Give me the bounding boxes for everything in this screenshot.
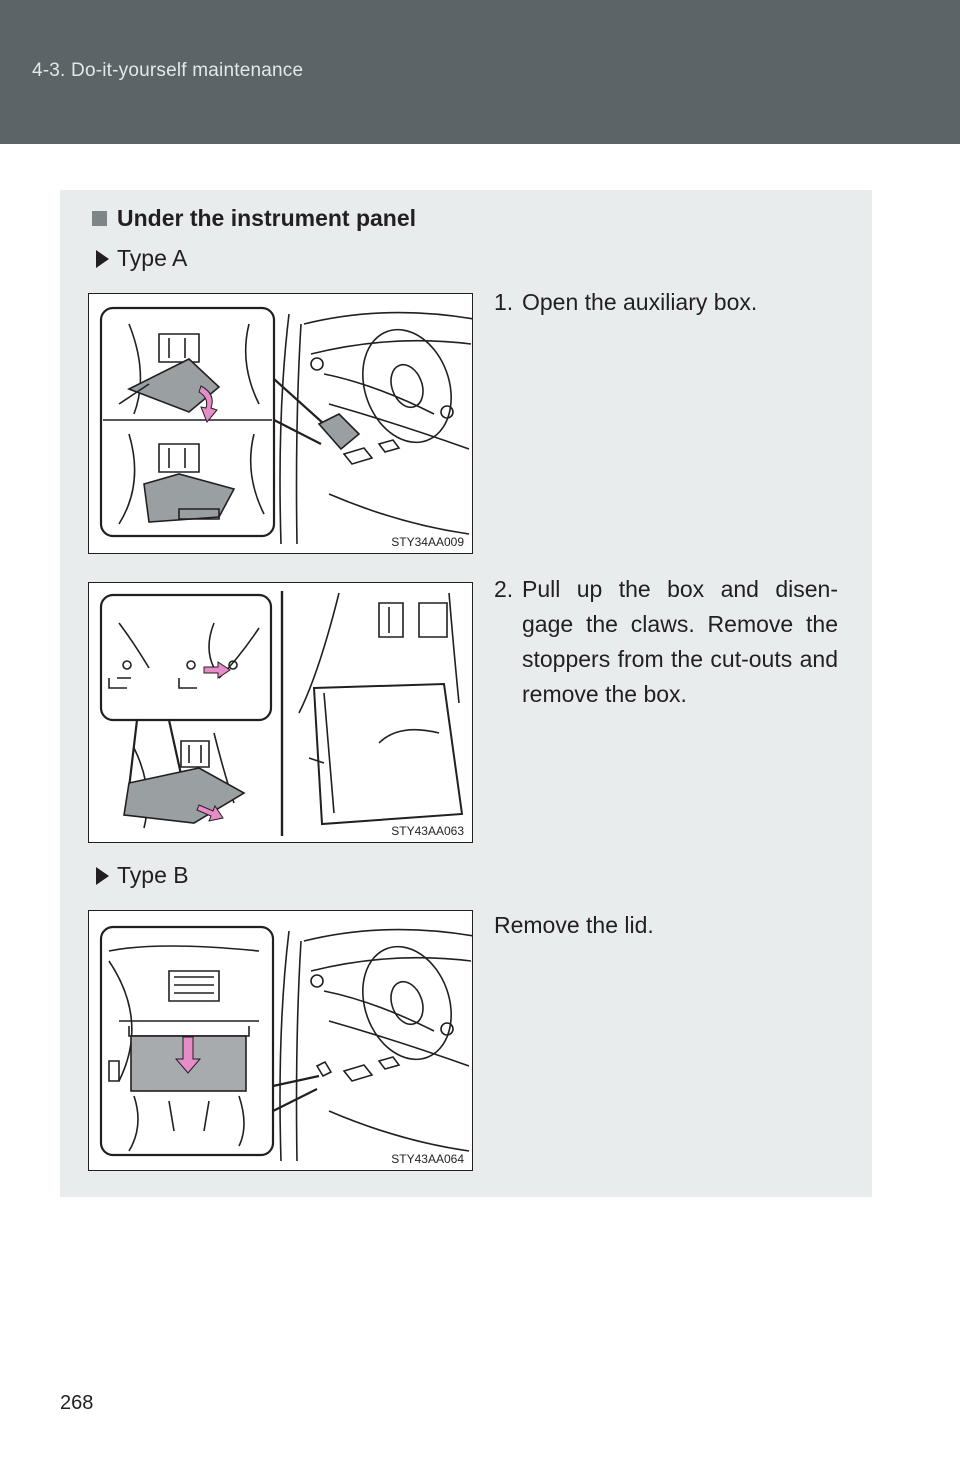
page-header bbox=[0, 0, 960, 144]
step-number: 1. bbox=[494, 289, 514, 315]
illustration-remove-lid bbox=[89, 911, 473, 1171]
page-number: 268 bbox=[60, 1392, 94, 1414]
section-heading bbox=[92, 205, 416, 232]
type-a-label: Type A bbox=[117, 245, 188, 271]
illustration-dashboard-auxiliary-box bbox=[89, 294, 473, 554]
step-text: Pull up the box and disen-gage the claws. Remove the stoppers from the cut-outs and remove the box. bbox=[522, 576, 838, 707]
square-bullet-icon bbox=[92, 211, 107, 226]
triangle-bullet-icon bbox=[96, 867, 109, 885]
type-b-instruction: Remove the lid. bbox=[494, 912, 654, 938]
section-title: Under the instrument panel bbox=[117, 205, 417, 231]
step-2 bbox=[494, 572, 838, 712]
figure-code: STY43AA064 bbox=[391, 1152, 464, 1166]
type-b-label: Type B bbox=[117, 862, 189, 888]
type-a-heading bbox=[96, 245, 187, 272]
type-b-heading bbox=[96, 862, 189, 889]
illustration-remove-box bbox=[89, 583, 473, 843]
step-1 bbox=[494, 285, 838, 320]
figure-remove-box bbox=[88, 582, 473, 843]
figure-open-auxiliary-box bbox=[88, 293, 473, 554]
figure-code: STY34AA009 bbox=[391, 535, 464, 549]
step-text: Open the auxiliary box. bbox=[522, 289, 758, 315]
chapter-title: 4-3. Do-it-yourself maintenance bbox=[32, 60, 304, 81]
figure-remove-lid bbox=[88, 910, 473, 1171]
figure-code: STY43AA063 bbox=[391, 824, 464, 838]
triangle-bullet-icon bbox=[96, 250, 109, 268]
step-number: 2. bbox=[494, 576, 514, 602]
